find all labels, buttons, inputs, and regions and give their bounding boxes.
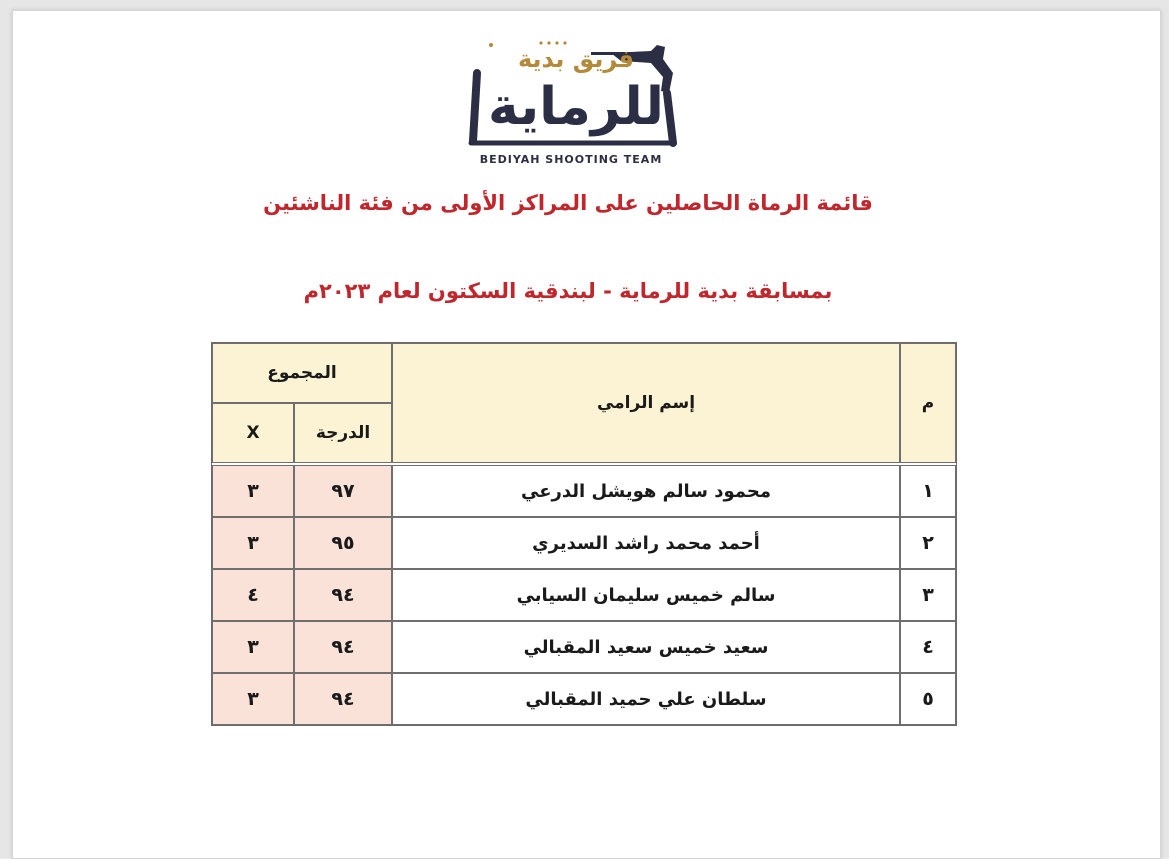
row-3-x: ٤ xyxy=(212,569,294,621)
logo-arabic-main: للرماية xyxy=(488,77,664,137)
row-2-name: أحمد محمد راشد السديري xyxy=(392,517,900,569)
row-1-name: محمود سالم هويشل الدرعي xyxy=(392,465,900,517)
row-5-name: سلطان علي حميد المقبالي xyxy=(392,673,900,725)
header-score: الدرجة xyxy=(294,403,392,463)
logo-arabic-top: فريق بدية xyxy=(517,45,635,73)
results-table xyxy=(211,342,957,726)
header-x: X xyxy=(212,403,294,463)
header-total: المجموع xyxy=(212,343,392,403)
page-subtitle: بمسابقة بدية للرماية - لبندقية السكتون لعام ٢٠٢٣م xyxy=(303,279,833,303)
row-2-score: ٩٥ xyxy=(294,517,392,569)
row-2-x: ٣ xyxy=(212,517,294,569)
row-1-x: ٣ xyxy=(212,465,294,517)
row-3-score: ٩٤ xyxy=(294,569,392,621)
header-index: م xyxy=(900,343,956,463)
row-2-index: ٢ xyxy=(900,517,956,569)
row-5-index: ٥ xyxy=(900,673,956,725)
row-1-index: ١ xyxy=(900,465,956,517)
row-3-name: سالم خميس سليمان السيابي xyxy=(392,569,900,621)
page-title: قائمة الرماة الحاصلين على المراكز الأولى من فئة الناشئين xyxy=(263,191,873,215)
row-4-x: ٣ xyxy=(212,621,294,673)
row-4-score: ٩٤ xyxy=(294,621,392,673)
document-sheet xyxy=(12,10,1161,859)
team-logo xyxy=(451,33,691,173)
header-name: إسم الرامي xyxy=(392,343,900,463)
logo-caption: BEDIYAH SHOOTING TEAM xyxy=(479,153,663,166)
row-5-score: ٩٤ xyxy=(294,673,392,725)
row-4-index: ٤ xyxy=(900,621,956,673)
row-3-index: ٣ xyxy=(900,569,956,621)
row-1-score: ٩٧ xyxy=(294,465,392,517)
row-5-x: ٣ xyxy=(212,673,294,725)
row-4-name: سعيد خميس سعيد المقبالي xyxy=(392,621,900,673)
